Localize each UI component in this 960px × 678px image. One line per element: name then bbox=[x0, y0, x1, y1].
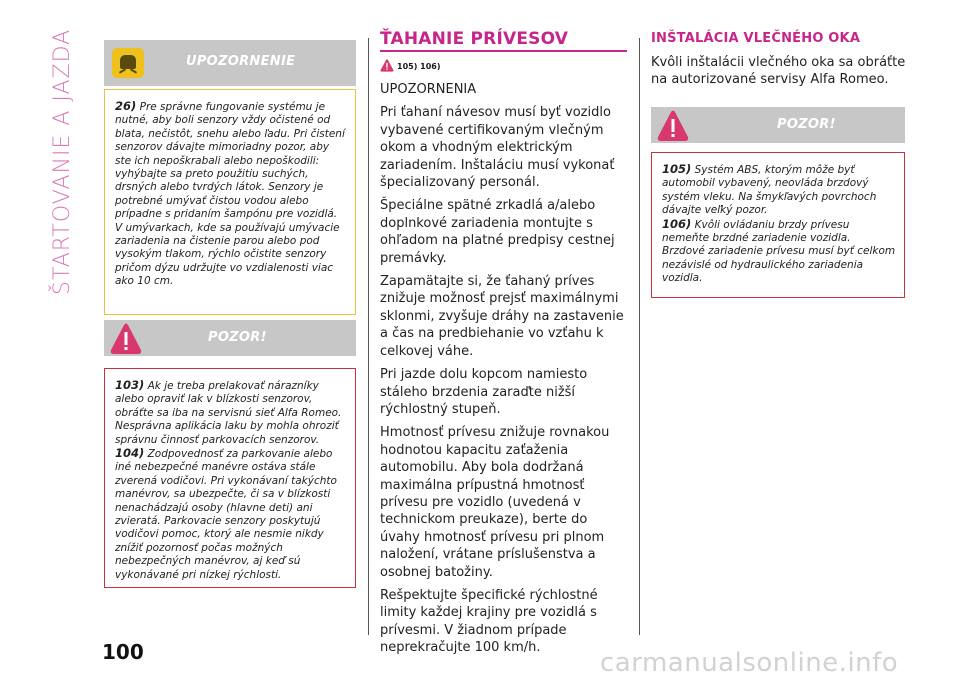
trailer-paragraph: Rešpektujte špecifické rýchlostné limity každej krajiny pre vozidlá s prívesmi. V žiadnom prípade neprekračujte 100 km/h. bbox=[380, 587, 598, 656]
page-number: 100 bbox=[102, 640, 144, 664]
warning-box-title: UPOZORNENIE bbox=[186, 54, 296, 69]
trailer-paragraph: Pri jazde dolu kopcom namiesto stáleho brzdenia zaraďte nižší rýchlostný stupeň. bbox=[380, 367, 588, 417]
danger-exclamation-icon bbox=[110, 322, 142, 356]
trailer-paragraph: Špeciálne spätné zrkadlá a/alebo doplnkové zariadenia montujte s ohľadom na platné predpisy cestnej premávky. bbox=[380, 198, 615, 266]
danger-item bbox=[115, 379, 347, 447]
danger-item-text: Systém ABS, ktorým môže byť automobil vybavený, neovláda brzdový systém vleku. Na šmykľavých povrchoch dávajte veľký pozor. bbox=[662, 164, 877, 217]
warning-item-number: 26) bbox=[115, 99, 137, 113]
danger-box-body-right bbox=[651, 152, 905, 298]
danger-item-number: 105) bbox=[662, 162, 692, 176]
danger-box-header-left bbox=[104, 320, 356, 356]
danger-item-text: Kvôli ovládaniu brzdy prívesu nemeňte brzdné zariadenie vozidla. Brzdové zariadenie prívesu musí byť celkom nezávislé od hydraulického zariadenia vozidla. bbox=[662, 218, 896, 285]
danger-box-header-right bbox=[651, 107, 905, 143]
warning-car-icon bbox=[112, 48, 144, 78]
tow-hook-text: Kvôli inštalácii vlečného oka sa obráťte na autorizované servisy Alfa Romeo. bbox=[651, 55, 906, 88]
danger-item bbox=[662, 218, 896, 286]
danger-box-title-right: POZOR! bbox=[777, 117, 836, 132]
danger-item-number: 104) bbox=[115, 446, 145, 461]
warning-box-header bbox=[104, 40, 356, 86]
warning-item bbox=[115, 100, 347, 289]
trailer-paragraph: Zapamätajte si, že ťahaný príves znižuje možnosť prejsť maximálnymi sklonmi, zvyšuje dráhy na zastavenie a čas na predbiehanie vo vzťahu k celkovej váhe. bbox=[380, 274, 624, 359]
chapter-side-title bbox=[50, 25, 90, 295]
watermark: carmanualsonline.info bbox=[600, 648, 899, 678]
column-divider-right bbox=[639, 38, 640, 635]
danger-item-number: 106) bbox=[662, 216, 692, 231]
section-title-trailer: ŤAHANIE PRÍVESOV bbox=[380, 29, 569, 49]
trailer-paragraph: UPOZORNENIA bbox=[380, 82, 477, 97]
footnote-references: 105) 106) bbox=[397, 62, 441, 71]
danger-box-body-left bbox=[104, 368, 356, 588]
danger-item-text: Ak je treba prelakovať nárazníky alebo opraviť lak v blízkosti senzorov, obráťte sa iba na servisnú sieť Alfa Romeo. Nesprávna aplikácia laku by mohla ohroziť správnu činnosť parkovacích senzorov. bbox=[115, 380, 342, 446]
trailer-paragraph: Pri ťahaní návesov musí byť vozidlo vybavené certifikovaným vlečným okom a vhodným elektrickým zariadením. Inštaláciu musí vykonať špecializovaný personál. bbox=[380, 105, 615, 191]
danger-box-title-left: POZOR! bbox=[208, 330, 267, 345]
trailer-body-text bbox=[380, 81, 628, 663]
danger-exclamation-icon bbox=[657, 109, 689, 143]
danger-exclamation-icon bbox=[380, 59, 394, 72]
danger-item bbox=[662, 163, 896, 218]
section-title-tow-hook: INŠTALÁCIA VLEČNÉHO OKA bbox=[651, 31, 861, 46]
trailer-paragraph: Hmotnosť prívesu znižuje rovnakou hodnotou kapacitu zaťaženia automobilu. Aby bola dodržaná maximálna prípustná hmotnosť prívesu pre vozidlo (uvedená v technickom preukaze), berte do úvahy hmotnosť prívesu pri plnom naložení, vrátane príslušenstva a osobnej batožiny. bbox=[380, 425, 610, 580]
section-title-rule bbox=[380, 50, 627, 52]
danger-item bbox=[115, 447, 347, 582]
chapter-side-title-text: ŠTARTOVANIE A JAZDA bbox=[50, 28, 75, 295]
danger-item-text: Zodpovednosť za parkovanie alebo iné nebezpečné manévre ostáva stále zverená vodičovi. Pri vykonávaní takýchto manévrov, sa ubezpečte, či sa v blízkosti nenachádzajú osoby (hlavne deti) ani zvieratá. Parkovacie senzory poskytujú vodičovi pomoc, ktorý ale nesmie nikdy znížiť pozornosť počas možných nebezpečných manévrov, aj keď sú vykonávané pri nízkej rýchlosti. bbox=[115, 448, 337, 581]
warning-box-body bbox=[104, 89, 356, 315]
column-divider-left bbox=[368, 38, 369, 635]
danger-item-number: 103) bbox=[115, 378, 145, 392]
warning-item-text: Pre správne fungovanie systému je nutné, aby boli senzory vždy očistené od blata, nečistôt, snehu alebo ľadu. Pri čistení senzorov dávajte mimoriadny pozor, aby ste ich nepoškrabali alebo nepoškodili: vyhýbajte sa preto použitiu suchých, drsných alebo tvrdých látok. Senzory je potrebné umývať čistou vodou alebo prípadne s pridaním šampónu pre vozidlá. V umývarkach, kde sa používajú umývacie zariadenia na čistenie parou alebo pod vysokým tlakom, rýchlo očistite senzory pričom dýzu udržujte vo vzdialenosti viac ako 10 cm. bbox=[115, 101, 345, 288]
